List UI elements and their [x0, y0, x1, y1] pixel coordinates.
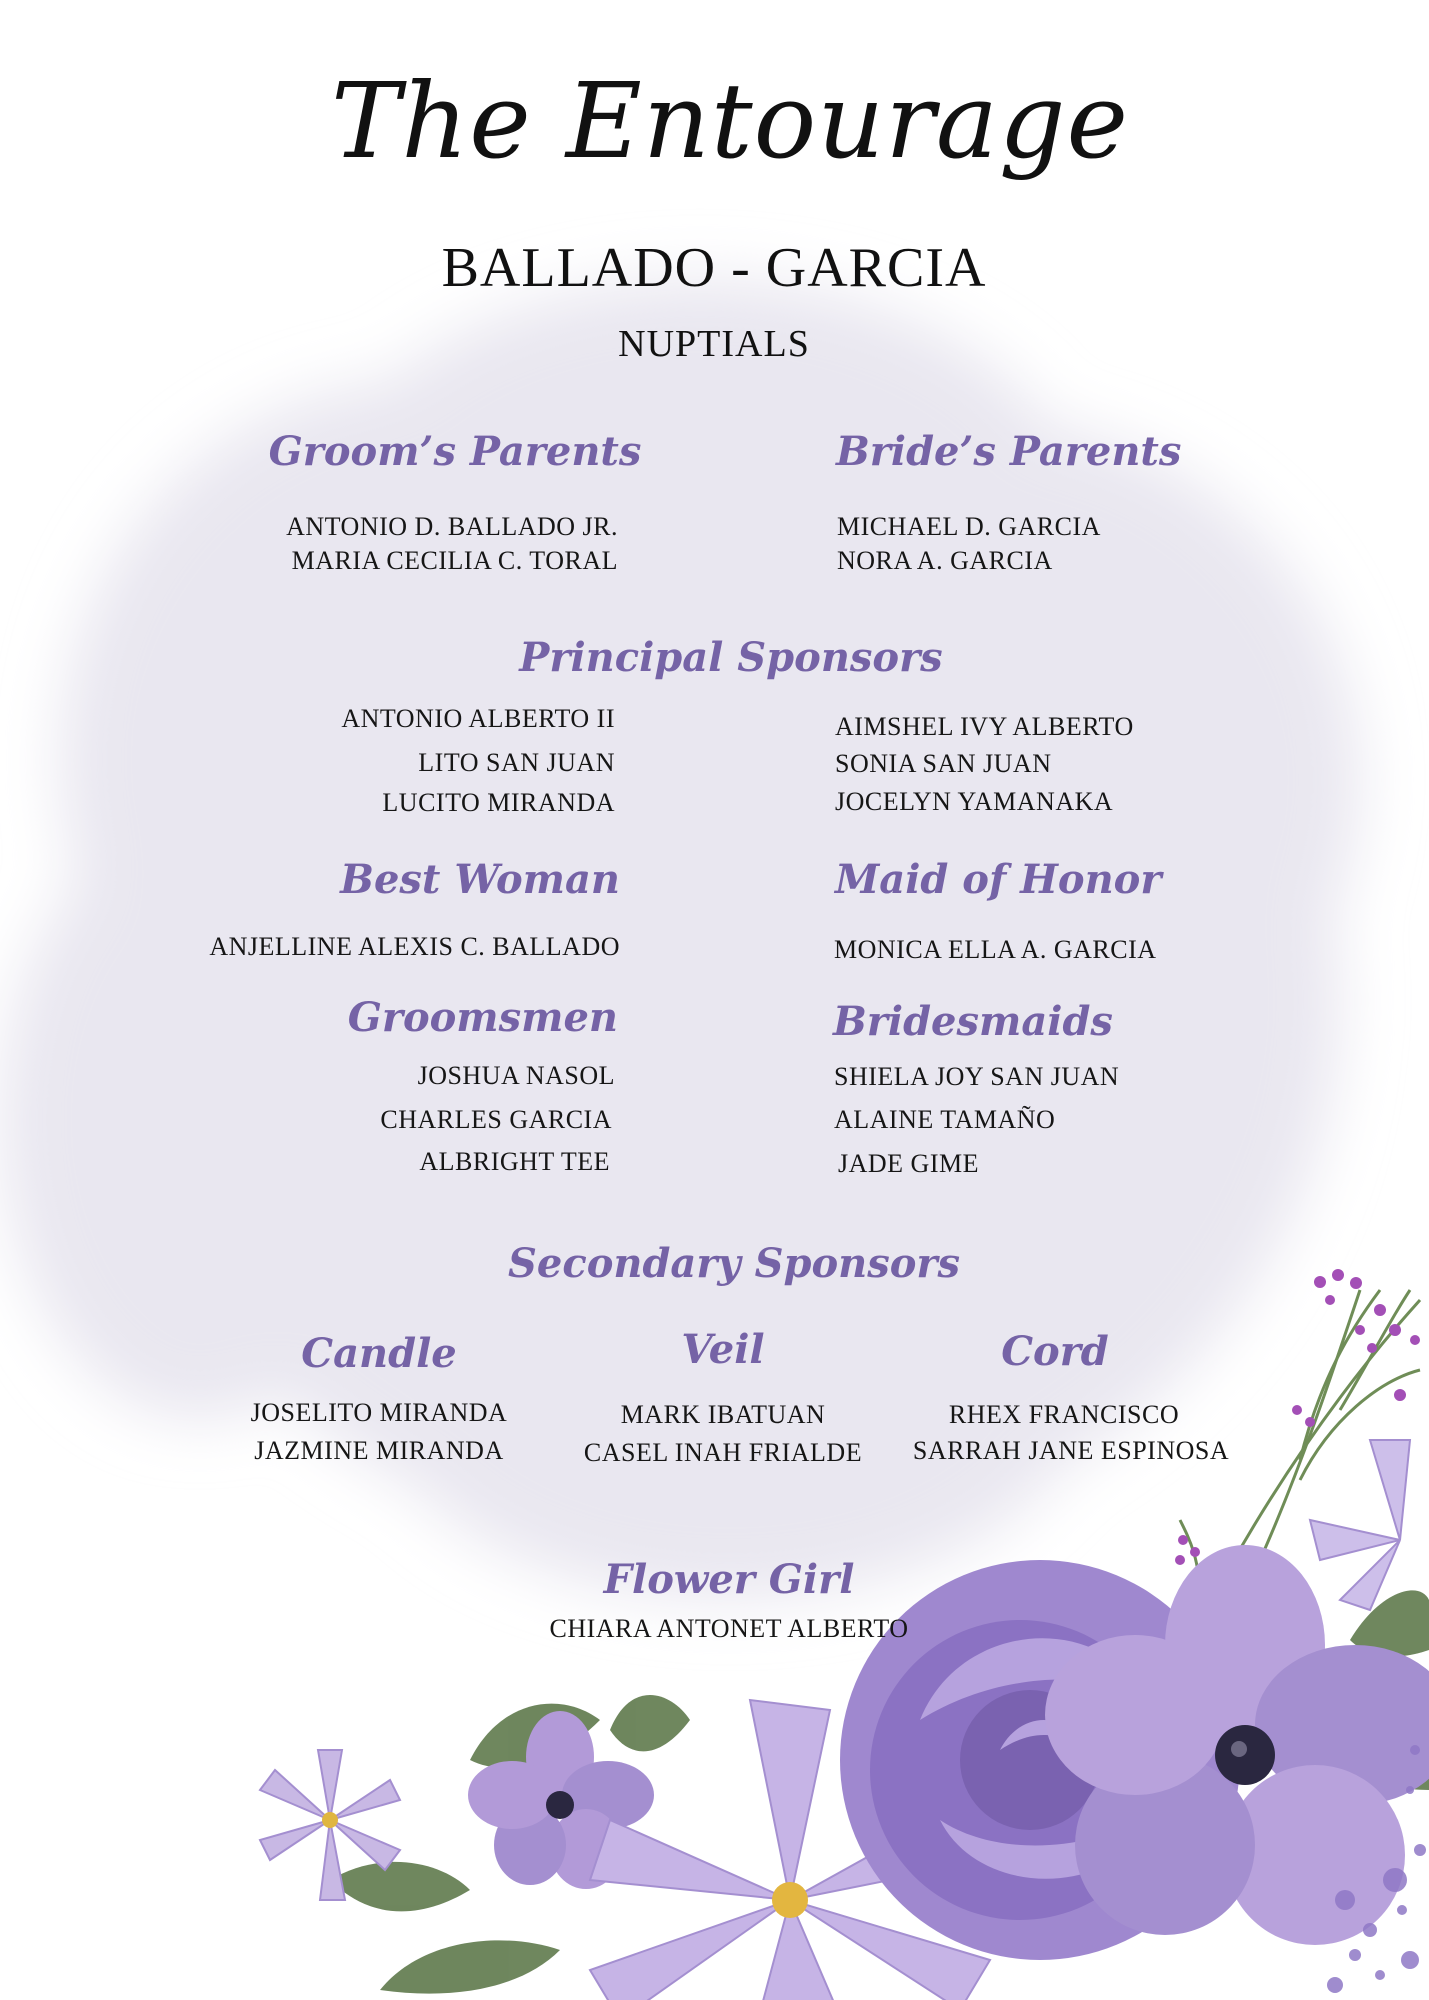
grooms-parents-heading: Groom’s Parents: [268, 428, 642, 475]
principal-sponsor-right-3: JOCELYN YAMANAKA: [835, 787, 1114, 816]
best-woman-name: ANJELLINE ALEXIS C. BALLADO: [209, 932, 620, 961]
principal-sponsor-left-2: LITO SAN JUAN: [418, 748, 615, 777]
maid-of-honor-name: MONICA ELLA A. GARCIA: [834, 935, 1157, 964]
page-title: The Entourage: [330, 60, 1130, 182]
principal-sponsor-right-2: SONIA SAN JUAN: [835, 749, 1052, 778]
principal-sponsors-heading: Principal Sponsors: [519, 634, 943, 681]
best-woman-heading: Best Woman: [340, 856, 620, 903]
brides-parents-heading: Bride’s Parents: [836, 428, 1182, 475]
candle-sponsor-2: JAZMINE MIRANDA: [254, 1436, 504, 1465]
secondary-sponsors-heading: Secondary Sponsors: [508, 1240, 960, 1287]
grooms-father-name: ANTONIO D. BALLADO JR.: [286, 512, 618, 541]
bridesmaid-3: JADE GIME: [838, 1149, 979, 1178]
principal-sponsor-left-3: LUCITO MIRANDA: [382, 788, 615, 817]
cord-sponsor-2: SARRAH JANE ESPINOSA: [912, 1436, 1230, 1465]
veil-heading: Veil: [681, 1326, 765, 1373]
principal-sponsor-left-1: ANTONIO ALBERTO II: [341, 704, 615, 733]
bridesmaids-heading: Bridesmaids: [833, 998, 1113, 1045]
groomsmen-heading: Groomsmen: [347, 994, 618, 1041]
grooms-mother-name: MARIA CECILIA C. TORAL: [291, 546, 618, 575]
candle-heading: Candle: [301, 1330, 457, 1377]
flower-girl-heading: Flower Girl: [603, 1556, 855, 1603]
flower-girl-name: CHIARA ANTONET ALBERTO: [549, 1614, 909, 1643]
cord-heading: Cord: [1001, 1328, 1109, 1375]
cord-sponsor-1: RHEX FRANCISCO: [948, 1400, 1180, 1429]
brides-father-name: MICHAEL D. GARCIA: [837, 512, 1101, 541]
brides-mother-name: NORA A. GARCIA: [837, 546, 1053, 575]
veil-sponsor-1: MARK IBATUAN: [620, 1400, 826, 1429]
bridesmaid-2: ALAINE TAMAÑO: [834, 1105, 1056, 1134]
couple-names: BALLADO - GARCIA: [441, 237, 987, 299]
groomsman-2: CHARLES GARCIA: [380, 1105, 612, 1134]
groomsman-1: JOSHUA NASOL: [417, 1061, 615, 1090]
maid-of-honor-heading: Maid of Honor: [835, 856, 1162, 903]
candle-sponsor-1: JOSELITO MIRANDA: [250, 1398, 508, 1427]
nuptials-subtitle: NUPTIALS: [618, 323, 810, 365]
veil-sponsor-2: CASEL INAH FRIALDE: [583, 1438, 863, 1467]
principal-sponsor-right-1: AIMSHEL IVY ALBERTO: [835, 712, 1134, 741]
groomsman-3: ALBRIGHT TEE: [419, 1147, 610, 1176]
bridesmaid-1: SHIELA JOY SAN JUAN: [834, 1062, 1120, 1091]
